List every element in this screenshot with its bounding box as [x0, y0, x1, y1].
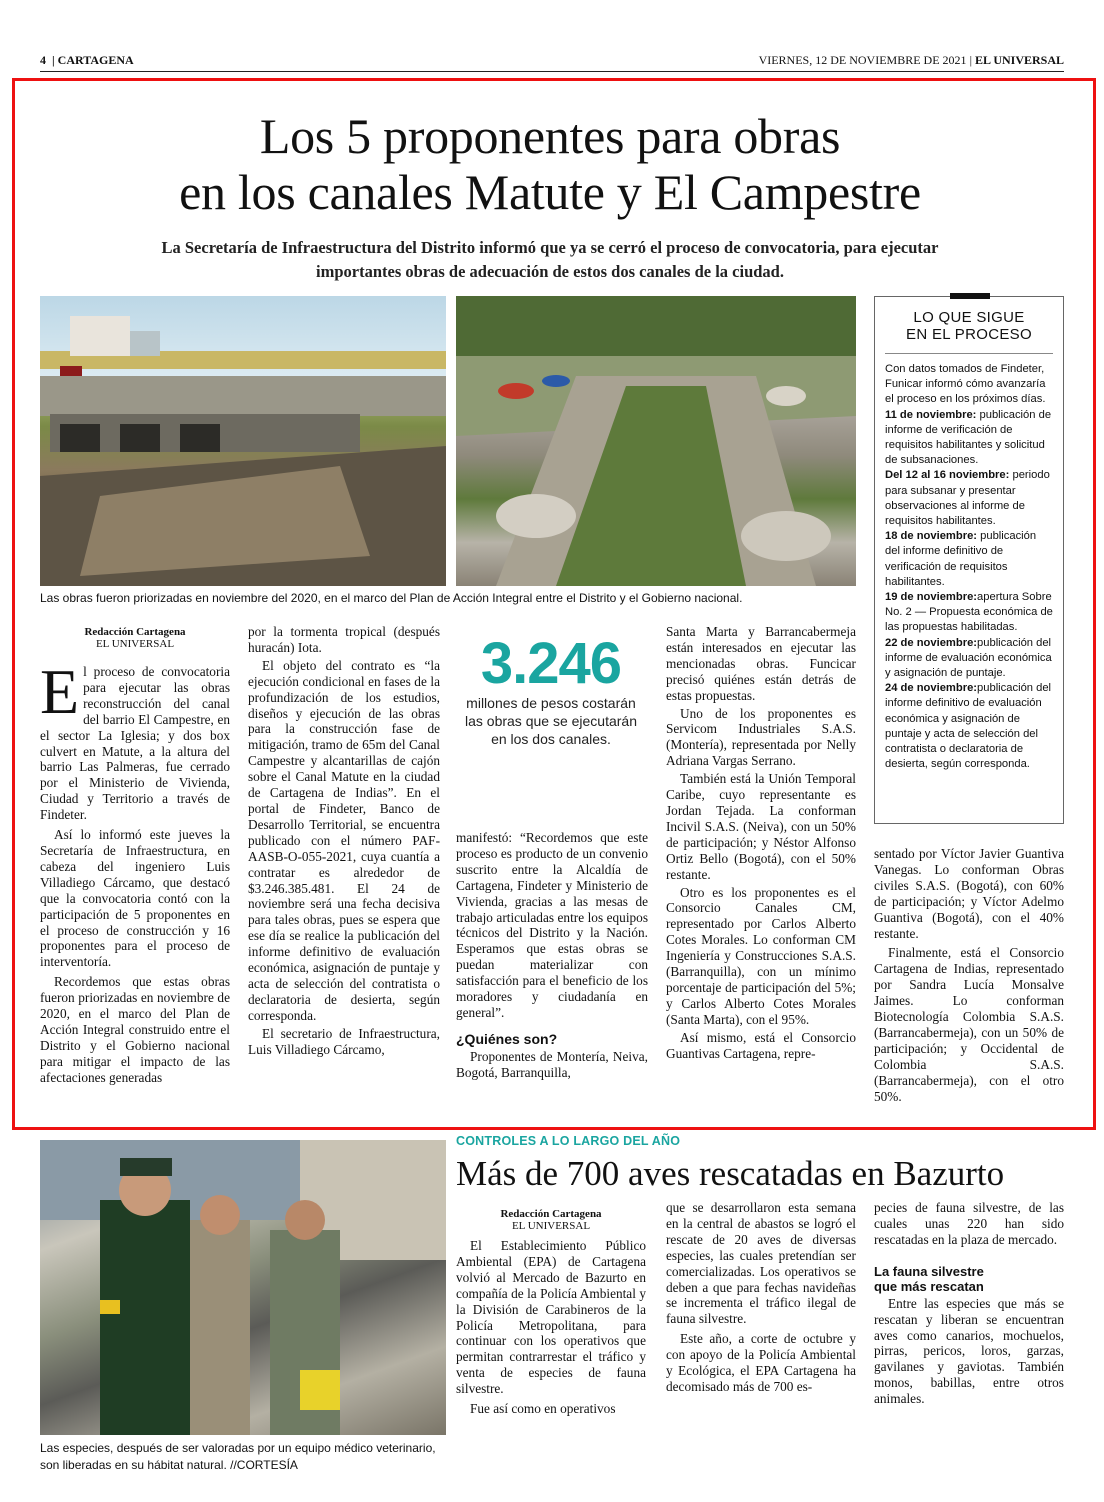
main-headline [60, 108, 1040, 220]
article-paragraph: También está la Unión Temporal Caribe, cuyo representante es Jordan Tejada. La conforman Incivil S.A.S. (Neiva), con un 50% de participación; y Néstor Alfonso Ortiz Bello (Bogotá), con el 50% restante. [666, 771, 856, 882]
subhead-fauna [874, 1264, 1064, 1294]
process-sidebar [874, 296, 1064, 824]
article-paragraph: El objeto del contrato es “la ejecución condicional en fases de la profundización de los estudios, diseños y ejecución de las obras para la construcción fase de mitigación, tramo de 65m del Canal Campestre y alcantarillas de cajón sobre el Canal Matute en la ciudad de Cartagena de Indias”. En el portal de Findeter, Banco de Desarrollo Territorial, se encuentra publicado con el número PAF-AASB-O-055-2021, cuya cuantía a contratar es alrededor de $3.246.385.481. El 24 de noviembre será una fecha decisiva para tales obras, pues se espera que ese día se realice la publicación del informe definitivo de evaluación económica, asignación de puntaje y acta de selección del contratista o declaratoria de desierta, según corresponda. [248, 657, 440, 1023]
article-column-4 [666, 624, 856, 1061]
sidebar-item [885, 636, 1053, 682]
sidebar-item-date: 11 de noviembre: [885, 408, 977, 421]
page-folio-right: VIERNES, 12 DE NOVIEMBRE DE 2021 | EL UNIVERSAL [758, 53, 1064, 67]
bird-photo-caption [40, 1440, 450, 1474]
drop-cap: E [40, 656, 80, 727]
caption-text: Las especies, después de ser valoradas por un equipo médico veterinario, son liberadas en su hábitat natural. // [40, 1441, 436, 1472]
headline-line-2: en los canales Matute y El Campestre [179, 164, 921, 220]
byline [456, 1208, 646, 1232]
issue-date: VIERNES, 12 DE NOVIEMBRE DE 2021 [758, 53, 967, 67]
paragraph-text: l proceso de convocatoria para ejecutar las obras reconstrucción del canal del barrio El Campestre, en el sector La Iglesia; y dos box culvert en Matute, a la altura del barrio Las Palmeras, fue cerrado por el Ministerio de Vivienda, Ciudad y Territorio a través de Findeter. [40, 664, 230, 823]
sidebar-item-text: publicación del informe definitivo de verificación de requisitos habilitantes. [885, 530, 1037, 588]
stat-value: 3.246 [480, 631, 622, 696]
article-column-2 [248, 624, 440, 1057]
section-name: CARTAGENA [57, 53, 134, 67]
article-column-5 [874, 846, 1064, 1105]
canal-bridge-photo [40, 296, 446, 586]
newspaper-name: EL UNIVERSAL [974, 53, 1064, 67]
article-paragraph: Finalmente, está el Consorcio Cartagena de Indias, representado por Sandra Lucía Monsalve Jaimes. Lo conforman Biotecnología Colombia S.A.S. (Barrancabermeja), con un 50% de participación; y Occidental de Colombia S.A.S. (Barrancabermeja), con el otro 50%. [874, 945, 1064, 1104]
article-paragraph: Entre las especies que más se rescatan y liberan se encuentran aves como canarios, mochuelos, pirras, pericos, loros, garzas, gavilanes y gaviotas. También monos, babillas, entre otros animales. [874, 1295, 1064, 1407]
sidebar-item [885, 468, 1053, 529]
sidebar-tab-mark [950, 293, 990, 299]
byline-name: Redacción Cartagena [500, 1208, 602, 1220]
article-paragraph: Recordemos que estas obras fueron priorizadas en noviembre de 2020, en el marco del Plan de Acción Integral construido entre el Distrito y el Gobierno nacional para mitigar el impacto de las afectaciones generadas [40, 974, 230, 1085]
sidebar-title-line-1: LO QUE SIGUE [913, 309, 1025, 326]
article-paragraph: que se desarrollaron esta semana en la central de abastos se logró el rescate de 20 aves de diversas especies, las cuales pretendían ser comercializadas. Los operativos se deben a que para fechas navideñas se incrementa el tráfico ilegal de fauna silvestre. [666, 1200, 856, 1327]
sidebar-item-text: publicación de informe de verificación de requisitos habilitantes y solicitud de subsanaciones. [885, 408, 1052, 467]
photo-credit: CORTESÍA [236, 1458, 298, 1472]
sidebar-item-date: 19 de noviembre: [885, 591, 978, 604]
sidebar-item-text: periodo para subsanar y presentar observaciones al informe de requisitos habilitantes. [885, 469, 1050, 528]
bird-column-3 [874, 1200, 1064, 1407]
stat-callout [456, 631, 646, 748]
article-paragraph: Santa Marta y Barrancabermeja están interesados en ejecutar las mencionadas obras. Funcicar precisó quiénes están detrás de estas propuestas. [666, 624, 856, 703]
subhead-quienes-son: ¿Quiénes son? [456, 1030, 558, 1047]
stat-text: millones de pesos costarán las obras que se ejecutarán en los dos canales. [465, 695, 637, 747]
byline [40, 626, 230, 650]
canal-campestre-illustration [456, 296, 856, 586]
second-headline: Más de 700 aves rescatadas en Bazurto [456, 1154, 1005, 1193]
article-paragraph: sentado por Víctor Javier Guantiva Vanegas. Lo conforman Obras civiles S.A.S. (Bogotá), con 60% de participación; y Víctor Adelmo Guantiva (Bogotá), con el 40% restante. [874, 846, 1064, 941]
sidebar-item-text: publicación del informe de evaluación económica y asignación de puntaje. [885, 636, 1052, 680]
article-paragraph [40, 656, 230, 823]
canal-campestre-photo [456, 296, 856, 586]
article-paragraph: por la tormenta tropical (después huracán) Iota. [248, 624, 440, 655]
sidebar-title [885, 309, 1053, 354]
byline-outlet: EL UNIVERSAL [511, 1220, 591, 1232]
page-header [40, 50, 1064, 72]
kicker: CONTROLES A LO LARGO DEL AÑO [456, 1134, 681, 1148]
sidebar-intro: Con datos tomados de Findeter, Funicar informó cómo avanzaría el proceso en los próximos días. [885, 363, 1046, 406]
sidebar-title-line-2: EN EL PROCESO [906, 326, 1032, 343]
police-birds-photo [40, 1140, 446, 1435]
article-paragraph: Este año, a corte de octubre y con apoyo de la Policía Ambiental y Ecológica, el EPA Cartagena ha decomisado más de 700 es- [666, 1331, 856, 1394]
article-paragraph: pecies de fauna silvestre, de las cuales unas 220 han sido rescatadas en la plaza de mercado. [874, 1200, 1064, 1247]
sidebar-item-date: 22 de noviembre: [885, 636, 978, 649]
article-paragraph: Proponentes de Montería, Neiva, Bogotá, Barranquilla, [456, 1048, 648, 1080]
page-folio-left: 4 | CARTAGENA [40, 53, 134, 67]
deck-line-1: La Secretaría de Infraestructura del Distrito informó que ya se cerró el proceso de convocatoria, para ejecutar [161, 238, 939, 257]
sidebar-item-date: Del 12 al 16 noviembre: [885, 469, 1010, 482]
sidebar-item [885, 529, 1053, 590]
article-paragraph: Otro es los proponentes es el Consorcio Canales CM, representado por Carlos Alberto Cotes Morales. Lo conforman CM Ingeniería y Construcciones S.A.S. (Barranquilla), con un mínimo porcentaje de participación del 5%; y Carlos Alberto Cotes Morales (Santa Marta), con el 95%. [666, 884, 856, 1027]
bird-column-2 [666, 1200, 856, 1395]
article-column-3 [456, 830, 648, 1081]
sidebar-item [885, 590, 1053, 636]
subhead-line-2: que más rescatan [874, 1278, 984, 1294]
main-photo-caption: Las obras fueron priorizadas en noviembre del 2020, en el marco del Plan de Acción Integral entre el Distrito y el Gobierno nacional. [40, 591, 743, 605]
headline-line-1: Los 5 proponentes para obras [259, 108, 841, 164]
article-paragraph: Así lo informó este jueves la Secretaría de Infraestructura, en cabeza del ingeniero Luis Villadiego Cárcamo, que destacó que la convocatoria contó con la participación de 5 proponentes en el proceso de construcción y 16 proponentes para el proceso de interventoría. [40, 827, 230, 970]
article-paragraph: El Establecimiento Público Ambiental (EPA) de Cartagena volvió al Mercado de Bazurto en compañía de la Policía Ambiental y la División de Carabineros de la Policía Metropolitana, para continuar con los operativos que permitan contrarrestar el tráfico y venta de especies de fauna silvestre. [456, 1238, 646, 1397]
deck-line-2: importantes obras de adecuación de estos dos canales de la ciudad. [316, 262, 784, 281]
article-paragraph: Fue así como en operativos [470, 1401, 616, 1417]
article-paragraph: manifestó: “Recordemos que este proceso es producto de un convenio suscrito entre la Alcaldía de Cartagena, Findeter y Ministerio de Vivienda, gracias a las mesas de trabajo articuladas entre los equipos técnicos del Distrito y la Nación. Esperamos que estas obras se puedan materializar con satisfacción para el beneficio de los moradores y ciudadanía en general”. [456, 830, 648, 1020]
article-column-1 [40, 626, 230, 1086]
sidebar-item [885, 681, 1053, 772]
article-paragraph: El secretario de Infraestructura, Luis Villadiego Cárcamo, [248, 1025, 440, 1057]
subhead-line-1: La fauna silvestre [874, 1263, 984, 1279]
sidebar-item-text: apertura Sobre No. 2 — Propuesta económica de las propuestas habilitadas. [885, 591, 1053, 634]
page-number: 4 [40, 53, 46, 67]
main-deck [100, 236, 1000, 284]
sidebar-item-date: 24 de noviembre: [885, 682, 978, 695]
article-paragraph: Así mismo, está el Consorcio Guantivas Cartagena, repre- [666, 1029, 856, 1061]
byline-outlet: EL UNIVERSAL [95, 638, 175, 650]
bird-column-1 [456, 1208, 646, 1417]
sidebar-item [885, 408, 1053, 469]
article-paragraph: Uno de los proponentes es Servicom Industriales S.A.S. (Montería), representada por Nelly Adriana Vargas Serrano. [666, 705, 856, 769]
police-birds-illustration [40, 1140, 446, 1435]
canal-bridge-illustration [40, 296, 446, 586]
byline-name: Redacción Cartagena [84, 626, 186, 638]
sidebar-item-date: 18 de noviembre: [885, 530, 978, 543]
sidebar-item-text: publicación del informe definitivo de evaluación económica y asignación de puntaje y acta de selección del contratista o declaratoria de desierta, según corresponda. [885, 682, 1052, 771]
